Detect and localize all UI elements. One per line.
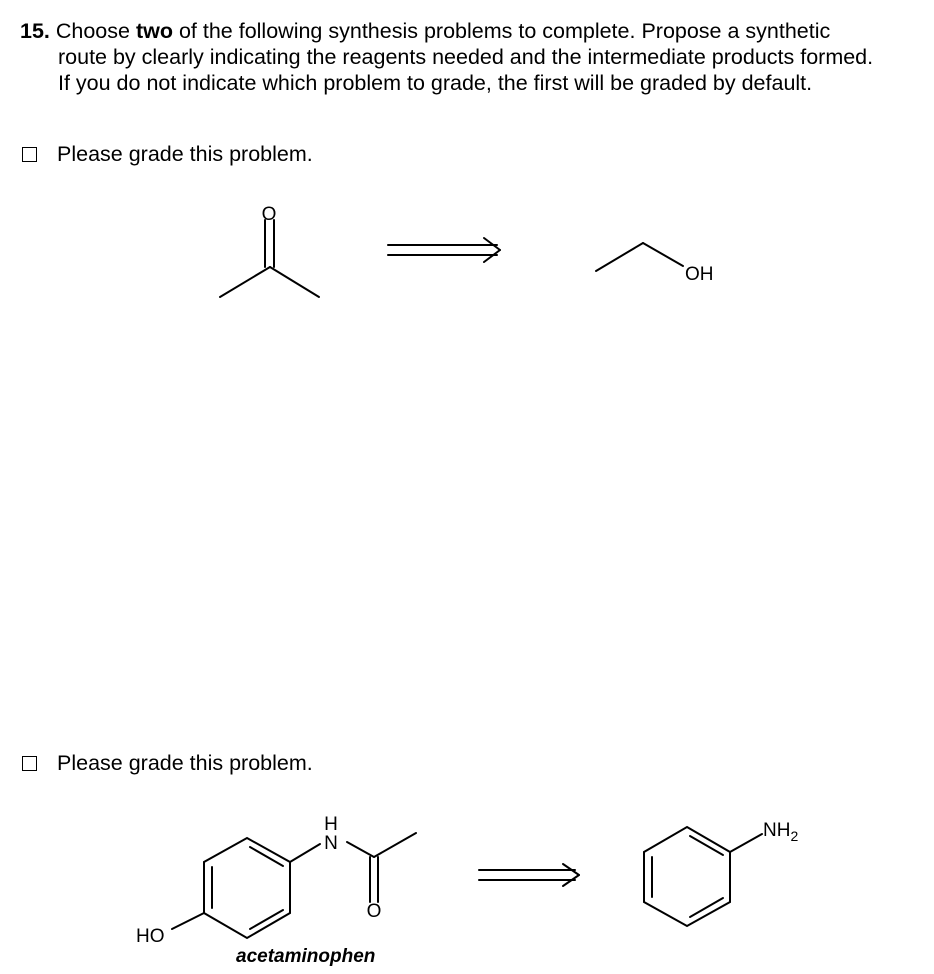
- hydroxyl-label: OH: [685, 264, 714, 285]
- grade-label-1: Please grade this problem.: [57, 142, 313, 166]
- acetaminophen-structure: [172, 833, 416, 938]
- amide-hydrogen-label: H: [324, 814, 338, 835]
- phenol-hydroxyl-label: HO: [136, 926, 165, 947]
- amine-nh-label: NH: [763, 820, 791, 841]
- question-line2: route by clearly indicating the reagents needed and the intermediate products formed.: [58, 45, 874, 69]
- question-line1-end: of the following synthesis problems to complete. Propose a synthetic: [172, 19, 831, 43]
- acetaminophen-caption: acetaminophen: [236, 946, 376, 967]
- amide-oxygen-label: O: [366, 901, 382, 922]
- retrosynthesis-arrow-2: [479, 864, 579, 886]
- amine-subscript: 2: [790, 828, 799, 844]
- aniline-structure: [644, 827, 762, 926]
- question-number: 15.: [20, 19, 50, 43]
- amine-label: [763, 820, 798, 844]
- grade-label-2: Please grade this problem.: [57, 751, 313, 775]
- ethanol-structure: [596, 243, 683, 271]
- acetone-structure: [220, 220, 319, 297]
- question-line3: If you do not indicate which problem to grade, the first will be graded by default.: [58, 71, 813, 95]
- carbonyl-oxygen-label: O: [261, 204, 277, 225]
- amide-nitrogen-label: N: [324, 833, 338, 854]
- retrosynthesis-arrow-1: [388, 238, 500, 262]
- question-emphasis: two: [135, 19, 173, 43]
- question-line1-start: Choose: [49, 19, 136, 43]
